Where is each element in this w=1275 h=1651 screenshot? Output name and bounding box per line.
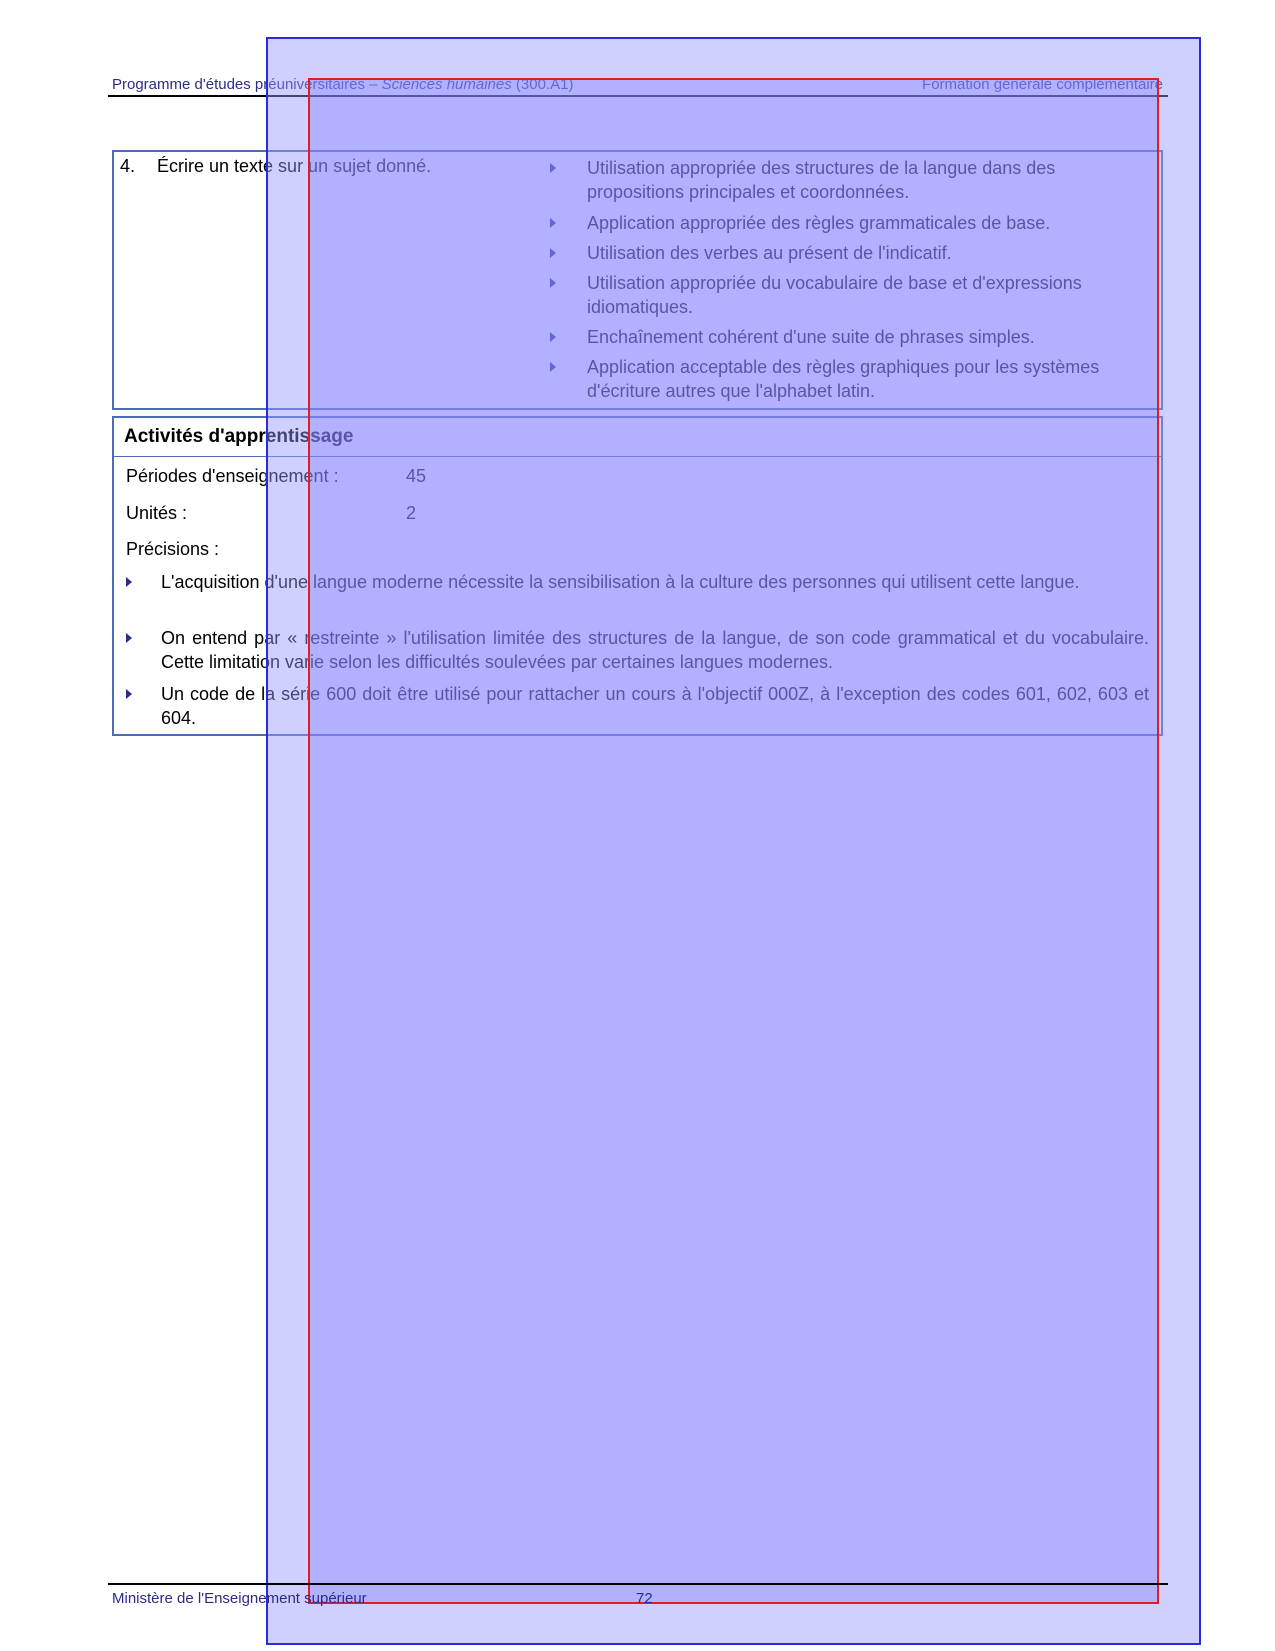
footer-divider: [108, 1583, 1168, 1585]
bullet-icon: [126, 689, 132, 699]
periodes-value: 45: [406, 466, 427, 486]
unites-label: Unités :: [126, 503, 188, 523]
page-number: 72: [636, 1590, 653, 1607]
highlight-region-inner: [308, 78, 1159, 1604]
criterion-text: Utilisation des verbes au présent de l'indicatif.: [587, 243, 952, 263]
criterion-text: Application acceptable des règles graphiques pour les systèmes d'écriture autres que l'alphabet latin.: [587, 357, 1100, 401]
criterion-text: Utilisation appropriée du vocabulaire de base et d'expressions idiomatiques.: [587, 273, 1082, 317]
footer-ministry: Ministère de l'Enseignement supérieur: [112, 1590, 367, 1607]
objective-number: 4.: [120, 156, 136, 176]
precision-text: Un code de la série 600 doit être utilisé pour rattacher un cours à l'objectif 000Z, à l'exception des codes 601, 602, 603 et 604.: [161, 684, 1149, 728]
bullet-icon: [126, 633, 132, 643]
objective-text: Écrire un texte sur un sujet donné.: [157, 156, 432, 176]
running-header-right: Formation générale complémentaire: [922, 76, 1163, 93]
bullet-icon: [126, 577, 132, 587]
precision-text: On entend par « restreinte » l'utilisation limitée des structures de la langue, de son code grammatical et du vocabulaire. Cette limitation varie selon les difficultés soulevées par certaines langues modernes.: [161, 628, 1149, 672]
precision-text: L'acquisition d'une langue moderne nécessite la sensibilisation à la culture des personnes qui utilisent cette langue.: [161, 572, 1080, 592]
unites-value: 2: [406, 503, 417, 523]
criterion-text: Application appropriée des règles grammaticales de base.: [587, 213, 1051, 233]
header-code: (300.A1): [511, 76, 574, 93]
activities-title: Activités d'apprentissage: [124, 426, 354, 447]
precisions-label: Précisions :: [126, 539, 220, 559]
periodes-label: Périodes d'enseignement :: [126, 466, 339, 486]
criterion-text: Enchaînement cohérent d'une suite de phrases simples.: [587, 327, 1035, 347]
header-program-name: Sciences humaines: [381, 76, 512, 93]
criterion-text: Utilisation appropriée des structures de la langue dans des propositions principales et coordonnées.: [587, 158, 1056, 202]
header-prefix: Programme d'études préuniversitaires –: [112, 76, 382, 93]
